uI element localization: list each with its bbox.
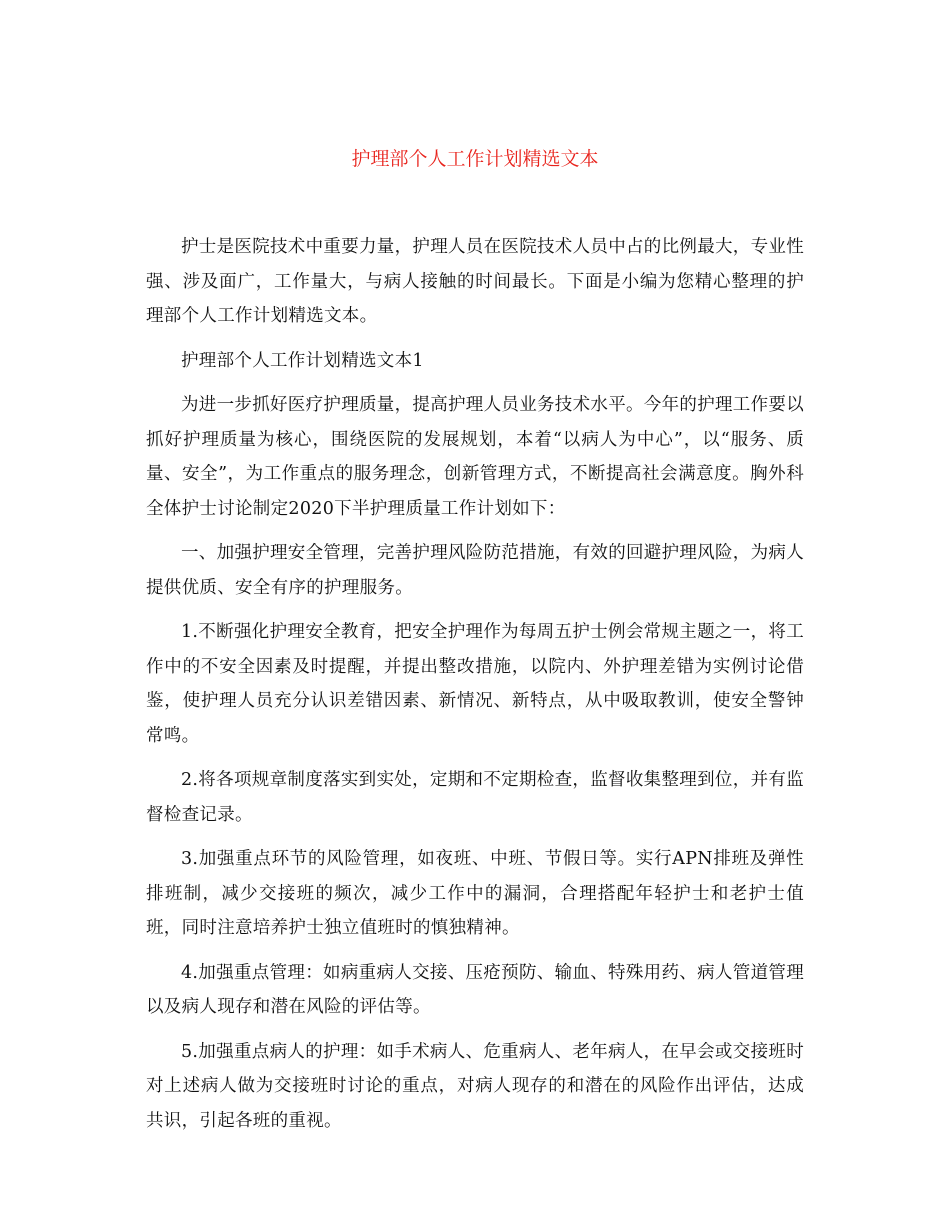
list-item-4: 4.加强重点管理：如病重病人交接、压疮预防、输血、特殊用药、病人管道管理以及病人现存和潜在风险的评估等。 — [146, 962, 804, 1017]
section-heading: 护理部个人工作计划精选文本1 — [181, 350, 424, 371]
body-paragraph: 为进一步抓好医疗护理质量，提高护理人员业务技术水平。今年的护理工作要以抓好护理质量为核心，围绕医院的发展规划，本着“以病人为中心”，以“服务、质量、安全”，为工作重点的服务理念，创新管理方式，不断提高社会满意度。胸外科全体护士讨论制定2020下半护理质量工作计划如下： — [146, 395, 804, 519]
list-item-2: 2.将各项规章制度落实到实处，定期和不定期检查，监督收集整理到位，并有监督检查记录。 — [146, 770, 804, 825]
body-paragraph: 一、加强护理安全管理，完善护理风险防范措施，有效的回避护理风险，为病人提供优质、安全有序的护理服务。 — [146, 543, 804, 598]
document-body — [146, 230, 804, 1148]
list-item-1: 1.不断强化护理安全教育，把安全护理作为每周五护士例会常规主题之一，将工作中的不安全因素及时提醒，并提出整改措施，以院内、外护理差错为实例讨论借鉴，使护理人员充分认识差错因素、新情况、新特点，从中吸取教训，使安全警钟常鸣。 — [146, 622, 804, 746]
document-title: 护理部个人工作计划精选文本 — [351, 148, 599, 170]
list-item-5: 5.加强重点病人的护理：如手术病人、危重病人、老年病人，在早会或交接班时对上述病人做为交接班时讨论的重点，对病人现存的和潜在的风险作出评估，达成共识，引起各班的重视。 — [146, 1041, 804, 1131]
intro-paragraph: 护士是医院技术中重要力量，护理人员在医院技术人员中占的比例最大，专业性强、涉及面广，工作量大，与病人接触的时间最长。下面是小编为您精心整理的护理部个人工作计划精选文本。 — [146, 237, 804, 326]
list-item-3: 3.加强重点环节的风险管理，如夜班、中班、节假日等。实行APN排班及弹性排班制，减少交接班的频次，减少工作中的漏洞，合理搭配年轻护士和老护士值班，同时注意培养护士独立值班时的慎独精神。 — [146, 849, 804, 938]
